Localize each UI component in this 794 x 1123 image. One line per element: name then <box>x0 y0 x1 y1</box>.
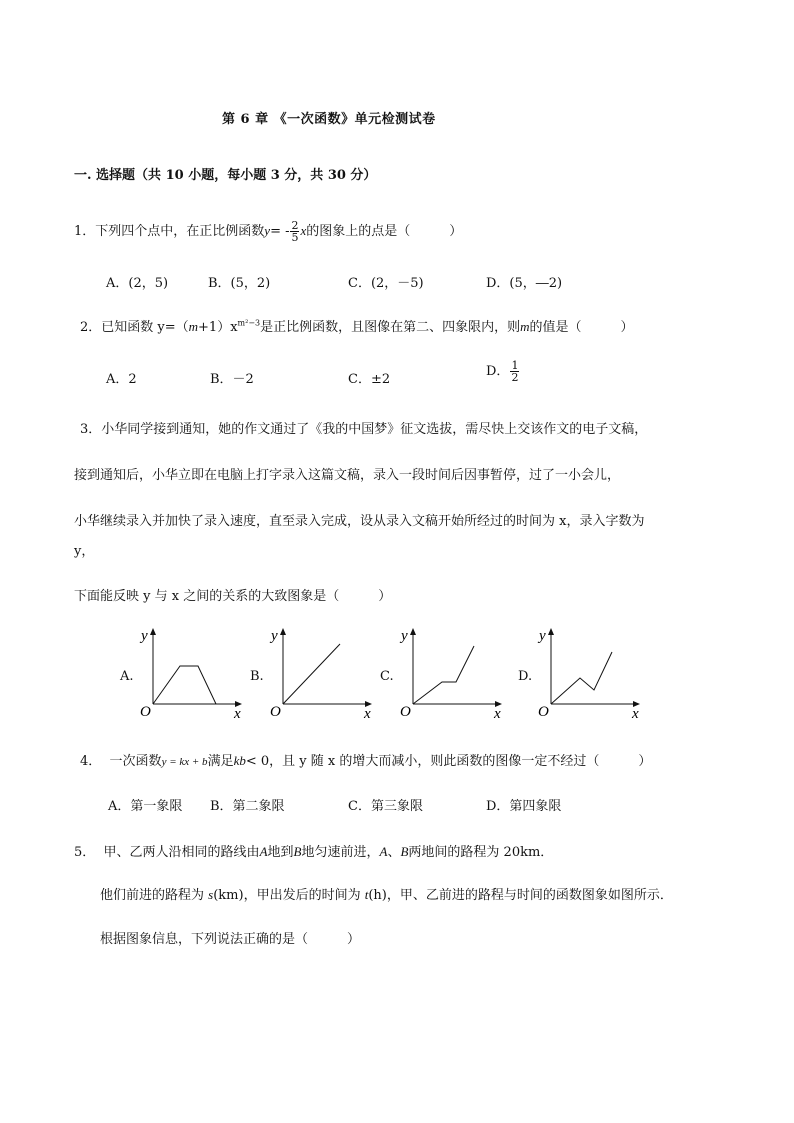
q2-exponent: m²−3 <box>237 318 261 328</box>
q1-option-d: D．(5，―2) <box>486 276 563 291</box>
q2-option-d-label: D． <box>486 364 510 379</box>
graph-a-x: x <box>234 706 241 720</box>
q5-line-1 <box>74 841 553 860</box>
q5-line1-d: 两地间的路程为 20km． <box>408 845 554 860</box>
q1-x: x <box>300 223 307 238</box>
q2-stem-a: 2．已知函数 y=（ <box>80 320 189 335</box>
q2-d-num: 1 <box>511 359 519 372</box>
q5-t: t <box>364 887 369 902</box>
q2-stem-b: +1） <box>198 320 231 335</box>
q1-option-c: C．(2，－5) <box>348 276 424 291</box>
graph-d-label: D. <box>518 669 533 684</box>
q5-B: B <box>293 844 302 859</box>
q2-m: m <box>188 319 199 334</box>
q1-eq: = - <box>270 224 290 239</box>
q5-num: 5． <box>74 845 96 860</box>
graph-c <box>398 626 508 720</box>
graph-c-origin: O <box>400 704 411 720</box>
q5-sep: 、 <box>387 845 401 860</box>
graph-d-x: x <box>632 706 639 720</box>
q1-stem-a: 1．下列四个点中，在正比例函数 <box>74 224 265 239</box>
q1-option-a: A．(2，5) <box>106 276 169 291</box>
q4-stem-b: 满足 <box>207 754 234 769</box>
q4-option-d: D．第四象限 <box>486 799 562 814</box>
q5-line1-a: 甲、乙两人沿相同的路线由 <box>103 845 260 860</box>
q1-option-b: B．(5，2) <box>208 276 271 291</box>
q2-m2: m <box>520 319 530 334</box>
q5-line-2 <box>100 884 673 903</box>
q2-stem-d: 的值是（ ） <box>529 320 634 335</box>
graph-a-y: y <box>141 628 148 644</box>
q2-option-c: C．±2 <box>348 372 391 387</box>
q5-A: A <box>259 844 268 859</box>
q4-func: y = kx + b <box>161 756 208 768</box>
q2-option-d <box>486 360 520 383</box>
q5-line1-b: 地到 <box>267 845 294 860</box>
graph-c-label: C. <box>380 669 394 684</box>
question-4 <box>80 750 651 769</box>
q4-option-a: A．第一象限 <box>108 799 183 814</box>
question-2 <box>80 316 634 335</box>
q3-line-2: 接到通知后，小华立即在电脑上打字录入这篇文稿，录入一段时间后因事暂停，过了一小会儿， <box>74 468 621 483</box>
page-title: 第 6 章 《一次函数》单元检测试卷 <box>222 112 436 127</box>
q2-option-b: B．－2 <box>210 372 254 387</box>
q3-line-3: 小华继续录入并加快了录入速度，直至录入完成，设从录入文稿开始所经过的时间为 x，录入字数为 <box>74 514 645 529</box>
q2-x: x <box>230 320 238 335</box>
q3-line-4: y， <box>74 544 95 559</box>
graph-c-y: y <box>401 628 408 644</box>
q5-line-3: 根据图象信息，下列说法正确的是（ ） <box>100 932 361 947</box>
graph-c-x: x <box>494 706 501 720</box>
graph-b <box>268 626 378 720</box>
graph-a-origin: O <box>140 704 151 720</box>
q1-fraction <box>290 220 299 243</box>
q1-frac-den: 5 <box>291 231 299 244</box>
q5-line1-c: 地匀速前进， <box>301 845 380 860</box>
q2-option-a: A．2 <box>106 372 137 387</box>
q4-option-c: C．第三象限 <box>348 799 423 814</box>
q2-d-fraction <box>510 360 519 383</box>
graph-b-y: y <box>271 628 278 644</box>
q1-frac-num: 2 <box>291 219 299 232</box>
graph-b-x: x <box>364 706 371 720</box>
section-heading: 一. 选择题（共 10 小题，每小题 3 分，共 30 分） <box>74 168 377 183</box>
graph-a <box>138 626 248 720</box>
q4-stem-a: 一次函数 <box>109 754 162 769</box>
question-1 <box>74 220 462 243</box>
q4-stem-c: < 0，且 y 随 x 的增大而减小，则此函数的图像一定不经过（ ） <box>245 754 652 769</box>
q1-y: y <box>264 223 271 238</box>
q2-stem-c: 是正比例函数，且图像在第二、四象限内，则 <box>260 320 521 335</box>
q2-d-den: 2 <box>511 371 519 384</box>
graph-d <box>536 626 646 720</box>
graph-b-label: B. <box>250 669 264 684</box>
graph-d-origin: O <box>538 704 549 720</box>
graph-b-origin: O <box>270 704 281 720</box>
q4-option-b: B．第二象限 <box>210 799 285 814</box>
q1-stem-b: 的图象上的点是（ ） <box>306 224 463 239</box>
q4-num: 4． <box>80 754 102 769</box>
graph-d-y: y <box>539 628 546 644</box>
q5-line2-b: (km)，甲出发后的时间为 <box>213 888 361 903</box>
q4-cond: kb <box>233 753 246 768</box>
q5-line2-a: 他们前进的路程为 <box>100 888 205 903</box>
graph-a-label: A. <box>120 669 134 684</box>
q3-line-5: 下面能反映 y 与 x 之间的关系的大致图象是（ ） <box>74 589 392 604</box>
q3-line-1: 3．小华同学接到通知，她的作文通过了《我的中国梦》征文选拔，需尽快上交该作文的电子文稿， <box>80 422 648 437</box>
q5-s: s <box>208 887 214 902</box>
q5-line2-c: (h)，甲、乙前进的路程与时间的函数图象如图所示． <box>368 888 673 903</box>
q5-B2: B <box>400 844 409 859</box>
q5-A2: A <box>379 844 388 859</box>
